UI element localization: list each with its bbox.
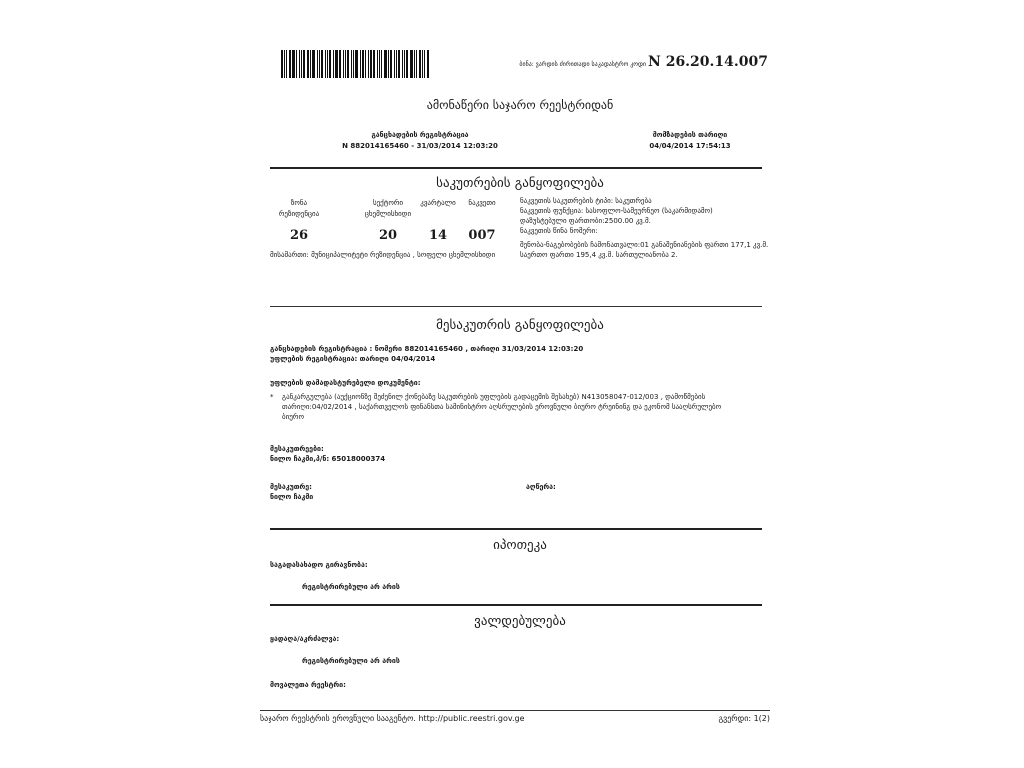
- owner2-label: მესაკუთრე:: [270, 483, 312, 491]
- barcode-bar: [414, 50, 415, 78]
- barcode-bar: [381, 50, 382, 78]
- sector-value: 20: [378, 228, 398, 243]
- barcode-bar: [388, 50, 389, 78]
- barcode-bar: [368, 50, 369, 78]
- barcode-bar: [281, 50, 283, 78]
- barcode-image: [281, 50, 461, 78]
- barcode-bar: [347, 50, 349, 78]
- owner-line: ნილო ჩაკმი,პ/ნ: 65018000374: [270, 455, 386, 463]
- document-authority-title: ამონაწერი საჯარო რეესტრიდან: [426, 98, 614, 112]
- previous-number: ნაკვეთის წინა ნომერი:: [520, 227, 598, 235]
- bullet-icon: *: [270, 393, 274, 401]
- barcode-bar: [427, 50, 429, 78]
- barcode-bar: [317, 50, 318, 78]
- property-details: [520, 196, 770, 260]
- issue-date-value: 04/04/2014 17:54:13: [649, 142, 731, 150]
- barcode-bar: [329, 50, 331, 78]
- barcode-bar: [365, 50, 366, 78]
- barcode-bar: [303, 50, 305, 78]
- barcode-bar: [310, 50, 311, 78]
- issue-date-block: [630, 130, 750, 152]
- owner2-block: [270, 482, 470, 502]
- quarter-label: კვარტალი: [420, 199, 456, 207]
- share-label: აღწერა:: [526, 483, 556, 491]
- barcode-bar: [284, 50, 285, 78]
- barcode-bar: [404, 50, 405, 78]
- barcode-bar: [424, 50, 425, 78]
- barcode-bar: [325, 50, 326, 78]
- barcode-bar: [355, 50, 358, 78]
- barcode-bar: [410, 50, 413, 78]
- barcode-bar: [353, 50, 354, 78]
- owners-block: [270, 444, 570, 464]
- property-address: მისამართი: მუნიციპალიტეტი რეზიდენცია , სოფელი ცხემლისხიდი: [270, 251, 496, 259]
- debtor-registry-label: მოვალეთა რეესტრი:: [270, 681, 346, 689]
- barcode-bar: [299, 50, 300, 78]
- ownership-type: ნაკვეთის საკუთრების ტიპი: საკუთრება: [520, 197, 652, 205]
- debts-status: რეგისტრირებული არ არის: [302, 657, 400, 665]
- barcode-bar: [292, 50, 295, 78]
- debts-section-title: ვალდებულება: [474, 614, 566, 629]
- barcode-bar: [289, 50, 291, 78]
- buildings-list: შენობა-ნაგებობების ჩამონათვალი:01 განაშენიანების ფართი 177,1 კვ.მ. საერთო ფართი 195,4 კვ.მ. სართულიანობა 2.: [520, 241, 769, 259]
- quarter-value: 14: [428, 228, 448, 243]
- parcel-value: 007: [468, 228, 496, 243]
- owner-right-date: უფლების რეგისტრაცია: თარიღი 04/04/2014: [270, 355, 436, 363]
- divider: [270, 528, 762, 530]
- basis-label: უფლების დამადასტურებელი დოკუმენტი:: [270, 379, 421, 387]
- owner2-name: ნილო ჩაკმი: [270, 493, 314, 501]
- owner-application-line: განცხადების რეგისტრაცია : ნომერი 882014165460 , თარიღი 31/03/2014 12:03:20: [270, 345, 584, 353]
- barcode-bar: [312, 50, 315, 78]
- document-page: [250, 30, 790, 750]
- barcode-bar: [416, 50, 417, 78]
- basis-text: განკარგულება (აუქციონზე შეძენილ ქონებაზე საკუთრების უფლების გადაცემის შესახებ) N413058047-012/003 , დამოწმების თარიღი:04/02/2014 , საქართველოს ფინანსთა სამინისტრო აღსრულების ეროვნული ბიურო ტრეინინგ და ეკონომ სააღსრულებო ბიურო: [282, 393, 722, 421]
- barcode-bar: [307, 50, 309, 78]
- barcode-bar: [351, 50, 352, 78]
- barcode-bar: [343, 50, 344, 78]
- property-section-title: საკუთრების განყოფილება: [436, 176, 604, 191]
- barcode-bar: [286, 50, 287, 78]
- barcode-bar: [327, 50, 328, 78]
- barcode-bar: [390, 50, 392, 78]
- application-value: N 882014165460 - 31/03/2014 12:03:20: [342, 142, 498, 150]
- application-label: განცხადების რეგისტრაცია: [371, 131, 469, 139]
- footer-source: საჯარო რეესტრის ეროვნული სააგენტო. http://public.reestri.gov.ge: [260, 714, 525, 723]
- page-number: გვერდი: 1(2): [718, 714, 770, 723]
- barcode-bar: [398, 50, 400, 78]
- barcode-bar: [419, 50, 421, 78]
- property-area: დაზუსტებული ფართობი:2500.00 კვ.მ.: [520, 217, 651, 225]
- property-purpose: ნაკვეთის ფუნქცია: სასოფლო-სამეურნეო (საკარმიდამო): [520, 207, 713, 215]
- owner-section-title: მესაკუთრის განყოფილება: [436, 318, 604, 333]
- barcode-bar: [406, 50, 408, 78]
- barcode-bar: [396, 50, 397, 78]
- barcode-bar: [362, 50, 364, 78]
- divider: [270, 604, 762, 606]
- owners-label: მესაკუთრეები:: [270, 445, 324, 453]
- barcode-bar: [384, 50, 387, 78]
- zone-label: ზონა რეზიდენცია: [278, 199, 320, 218]
- page-footer: [260, 710, 770, 723]
- document-number: ბინა: ვარდის ძირითადი საკადასტრო კოდი N 26.20.14.007: [519, 54, 768, 70]
- sector-label: სექტორი ცხემლისხიდი: [364, 199, 412, 218]
- application-block: [340, 130, 500, 152]
- mortgage-subject-label: საგადასახადო გირავნობა:: [270, 561, 368, 569]
- zone-value: 26: [289, 228, 309, 243]
- mortgage-status: რეგისტრირებული არ არის: [302, 583, 400, 591]
- barcode-bar: [321, 50, 323, 78]
- barcode-bar: [377, 50, 378, 78]
- barcode-bar: [296, 50, 297, 78]
- barcode-bar: [402, 50, 403, 78]
- barcode-bar: [373, 50, 375, 78]
- barcode-bar: [370, 50, 372, 78]
- barcode-bar: [379, 50, 380, 78]
- barcode-bar: [333, 50, 334, 78]
- owner-registration: [270, 344, 770, 364]
- barcode-bar: [422, 50, 423, 78]
- divider: [270, 167, 762, 169]
- barcode-bar: [360, 50, 361, 78]
- barcode-bar: [339, 50, 341, 78]
- barcode-bar: [301, 50, 302, 78]
- mortgage-section-title: იპოთეკა: [493, 538, 547, 553]
- issue-date-label: მომზადების თარიღი: [652, 131, 728, 139]
- divider: [270, 306, 762, 307]
- seizure-label: ყადაღა/აკრძალვა:: [270, 635, 340, 643]
- parcel-label: ნაკვეთი: [468, 199, 496, 207]
- barcode-bar: [319, 50, 320, 78]
- barcode-bar: [345, 50, 346, 78]
- barcode-bar: [394, 50, 395, 78]
- barcode-bar: [335, 50, 338, 78]
